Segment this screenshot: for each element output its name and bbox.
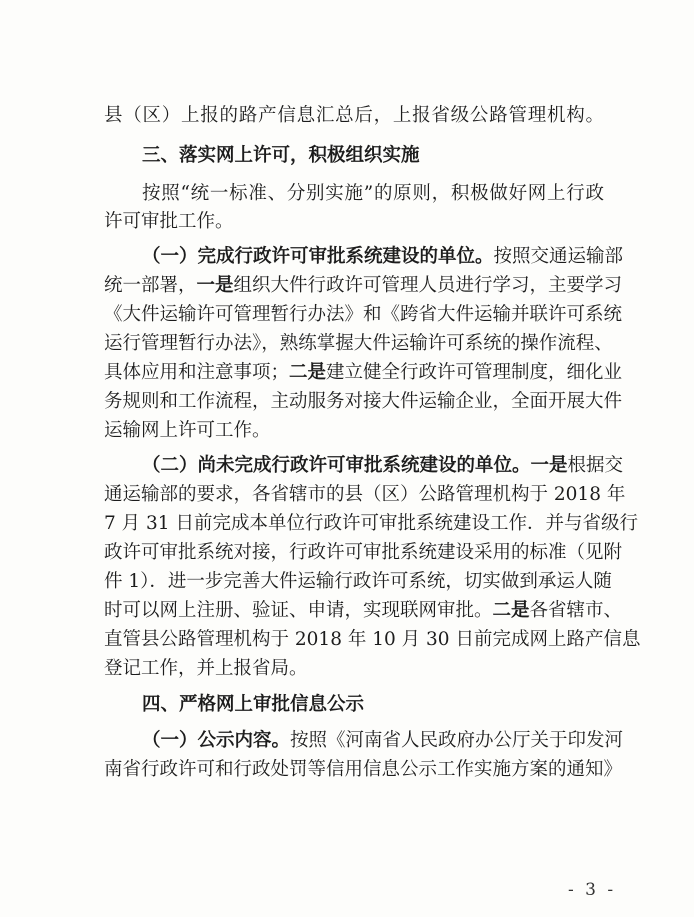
paragraph-line: 统一部署，一是组织大件行政许可管理人员进行学习，主要学习 — [104, 275, 623, 296]
page-number: - 3 - — [568, 880, 617, 900]
paragraph-line: 南省行政许可和行政处罚等信用信息公示工作实施方案的通知》 — [104, 759, 623, 780]
subsection-heading-1: （一）公示内容。 — [142, 730, 291, 751]
subsection-line: （二）尚未完成行政许可审批系统建设的单位。一是根据交 — [142, 455, 624, 476]
paragraph-line: 具体应用和注意事项；二是建立健全行政许可管理制度，细化业 — [104, 362, 623, 383]
paragraph-line: 许可审批工作。 — [104, 211, 234, 232]
section-heading-3: 三、落实网上许可，积极组织实施 — [142, 145, 420, 166]
paragraph-line: 直管县公路管理机构于 2018 年 10 月 30 日前完成网上路产信息 — [104, 629, 641, 650]
paragraph-line: 按照“统一标准、分别实施”的原则，积极做好网上行政 — [142, 183, 604, 204]
subsection-heading-1: （一）完成行政许可审批系统建设的单位。 — [142, 246, 494, 267]
paragraph-line: 7 月 31 日前完成本单位行政许可审批系统建设工作．并与省级行 — [104, 513, 638, 534]
paragraph-line: 件 1）．进一步完善大件运输行政许可系统，切实做到承运人随 — [104, 571, 612, 592]
paragraph-line: 《大件运输许可管理暂行办法》和《跨省大件运输并联许可系统 — [104, 304, 623, 325]
subsection-line: （一）完成行政许可审批系统建设的单位。按照交通运输部 — [142, 246, 624, 267]
subsection-heading-2: （二）尚未完成行政许可审批系统建设的单位。一是 — [142, 455, 568, 476]
paragraph-line: 运行管理暂行办法》，熟练掌握大件运输许可系统的操作流程、 — [104, 333, 613, 354]
paragraph-line: 登记工作，并上报省局。 — [104, 658, 308, 679]
paragraph-line: 时可以网上注册、验证、申请，实现联网审批。二是各省辖市、 — [104, 600, 623, 621]
paragraph-line: 政许可审批系统对接，行政许可审批系统建设采用的标准（见附 — [104, 542, 623, 563]
paragraph-line: 通运输部的要求，各省辖市的县（区）公路管理机构于 2018 年 — [104, 484, 626, 505]
section-heading-4: 四、严格网上审批信息公示 — [142, 694, 365, 715]
paragraph-line: 运输网上许可工作。 — [104, 420, 271, 441]
paragraph-line: 县（区）上报的路产信息汇总后，上报省级公路管理机构。 — [104, 105, 604, 126]
paragraph-line: 务规则和工作流程，主动服务对接大件运输企业，全面开展大件 — [104, 391, 623, 412]
subsection-line: （一）公示内容。按照《河南省人民政府办公厅关于印发河 — [142, 730, 624, 751]
